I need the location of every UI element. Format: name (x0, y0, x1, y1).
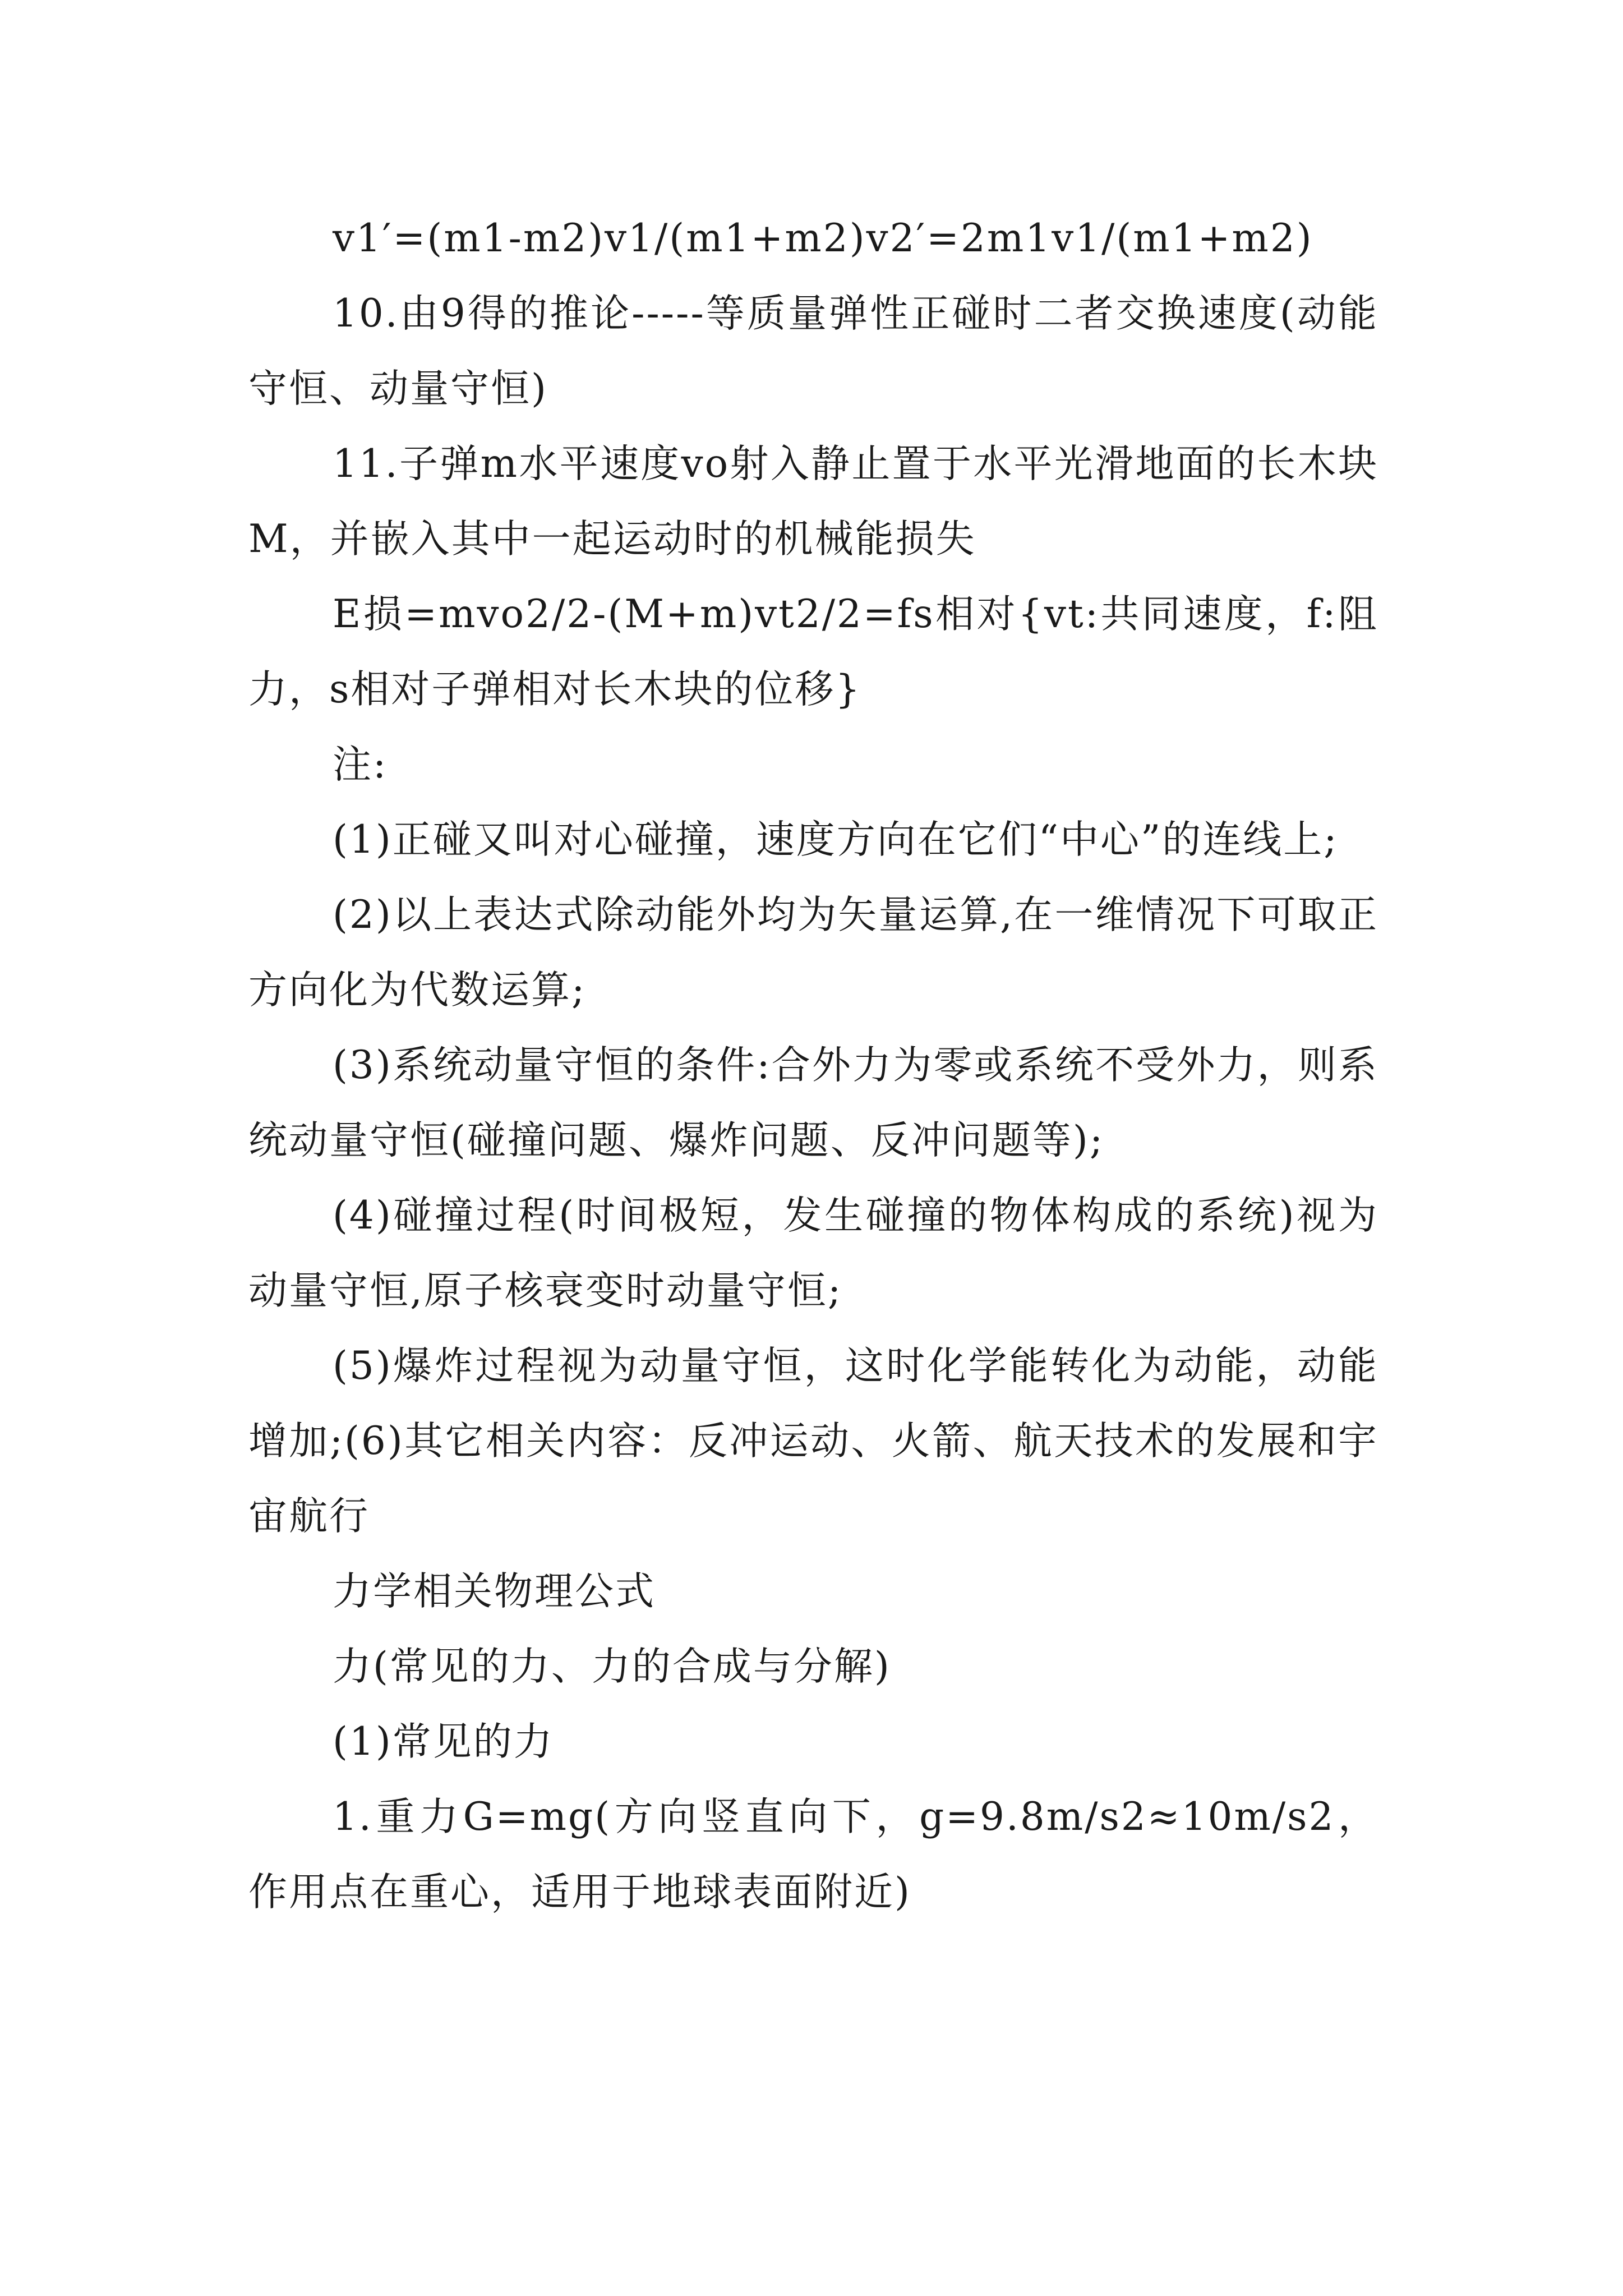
paragraph-10: 10.由9得的推论-----等质量弹性正碰时二者交换速度(动能守恒、动量守恒) (248, 291, 1378, 411)
note-3: (3)系统动量守恒的条件:合外力为零或系统不受外力，则系统动量守恒(碰撞问题、爆炸问题、反冲问题等); (248, 1043, 1378, 1163)
note-5-6: (5)爆炸过程视为动量守恒，这时化学能转化为动能，动能增加;(6)其它相关内容：反冲运动、火箭、航天技术的发展和宇宙航行 (248, 1343, 1378, 1539)
note-1: (1)正碰又叫对心碰撞，速度方向在它们“中心”的连线上; (333, 817, 1339, 862)
note-4: (4)碰撞过程(时间极短，发生碰撞的物体构成的系统)视为动量守恒,原子核衰变时动量守恒; (248, 1193, 1378, 1313)
paragraph-gravity: 1.重力G=mg(方向竖直向下，g=9.8m/s2≈10m/s2，作用点在重心，适用于地球表面附近) (248, 1795, 1378, 1915)
notes-heading: 注: (333, 742, 388, 787)
note-2: (2)以上表达式除动能外均为矢量运算,在一维情况下可取正方向化为代数运算; (248, 892, 1378, 1013)
formula-energy-loss: E损=mvo2/2-(M+m)vt2/2=fs相对{vt:共同速度，f:阻力，s相对子弹相对长木块的位移} (248, 592, 1378, 712)
subsection-common-forces: (1)常见的力 (333, 1719, 554, 1764)
formula-line-velocities: v1′=(m1-m2)v1/(m1+m2)v2′=2m1v1/(m1+m2) (333, 216, 1313, 261)
section-heading-mechanics: 力学相关物理公式 (333, 1569, 656, 1614)
paragraph-11: 11.子弹m水平速度vo射入静止置于水平光滑地面的长木块M，并嵌入其中一起运动时的机械能损失 (248, 441, 1378, 562)
document-body (248, 201, 1378, 1930)
subsection-heading-forces: 力(常见的力、力的合成与分解) (333, 1644, 891, 1689)
